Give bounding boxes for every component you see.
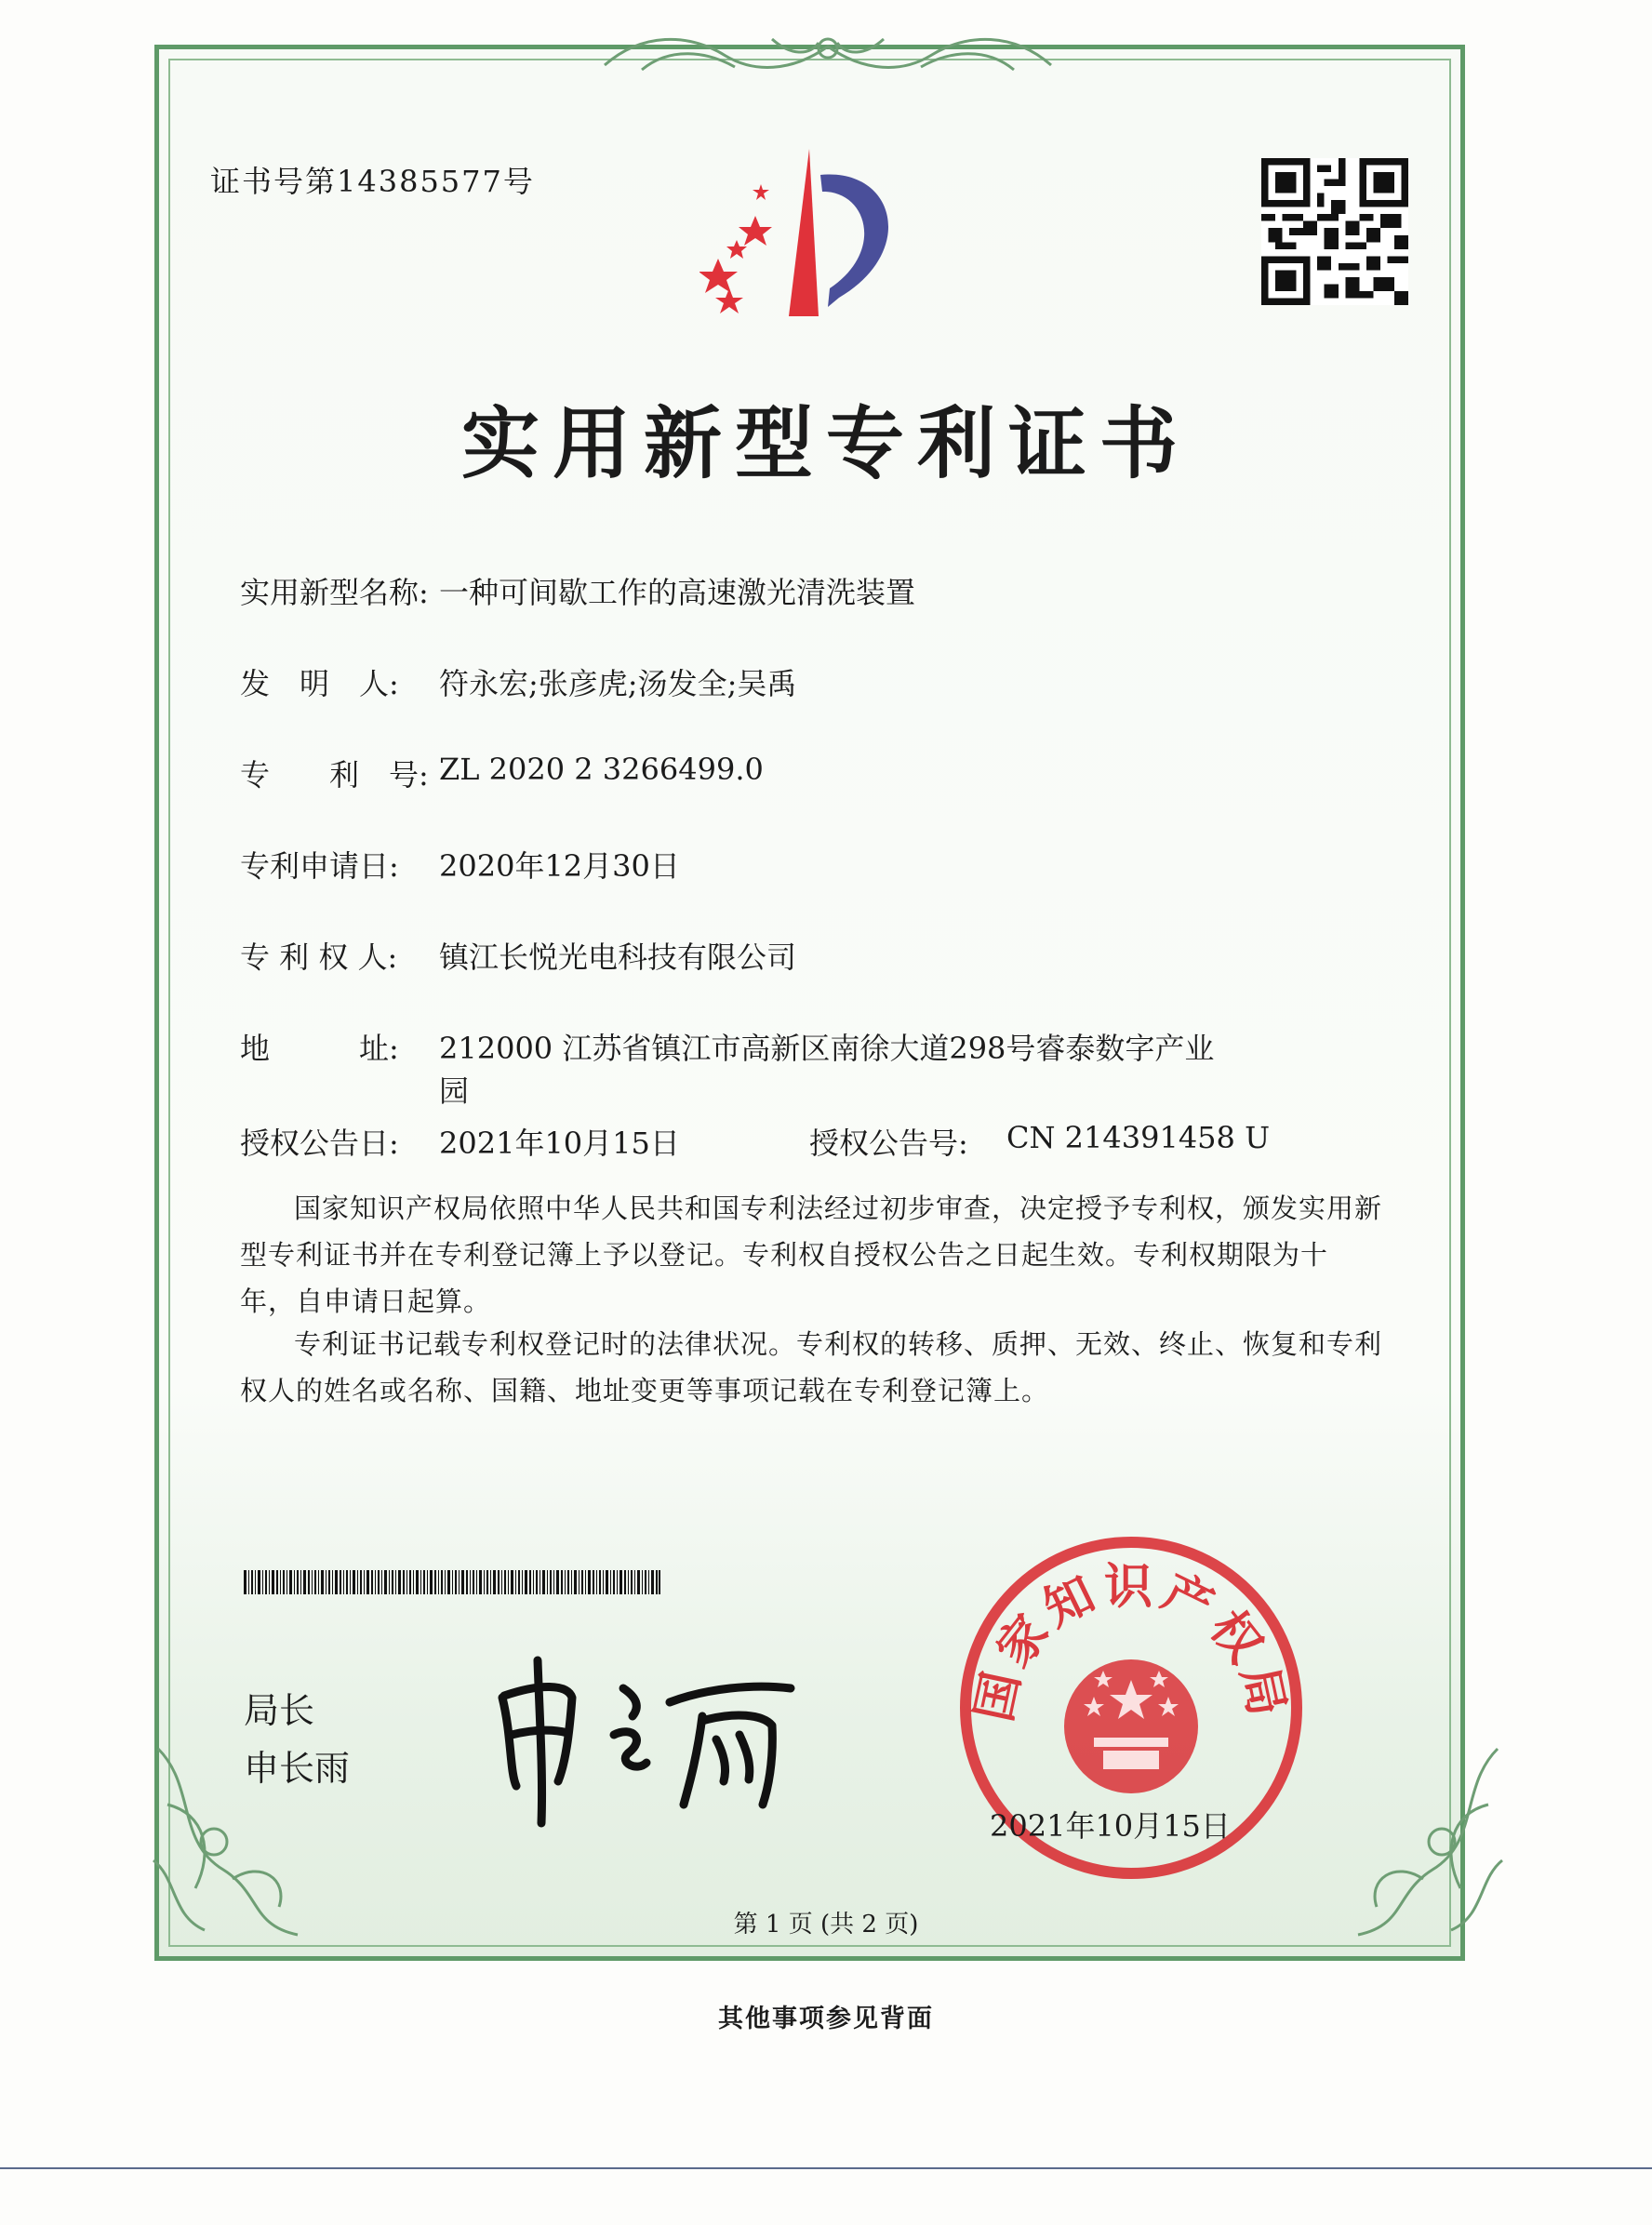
certificate-number: 证书号第14385577号 [210,164,535,199]
qr-code [1261,158,1408,305]
field-label-address: 地 址: [240,1031,399,1066]
certificate-title: 实用新型专利证书 [460,397,1191,489]
field-value-address-line2: 园 [439,1073,470,1109]
handwritten-signature [484,1632,819,1828]
seal-text: 国家知识产权局 [966,1559,1297,1726]
field-value-address-line1: 212000 江苏省镇江市高新区南徐大道298号睿泰数字产业 [439,1031,1215,1066]
signatory-name: 申长雨 [244,1748,351,1789]
legal-paragraph-1: 国家知识产权局依照中华人民共和国专利法经过初步审查，决定授予专利权，颁发实用新型专利证书并在专利登记簿上予以登记。专利权自授权公告之日起生效。专利权期限为十年，自申请日起算。 [240,1192,1383,1317]
field-value-grant-date: 2021年10月15日 [439,1126,680,1161]
field-value-patentee: 镇江长悦光电科技有限公司 [439,939,797,975]
field-label-grant-number: 授权公告号: [809,1126,968,1161]
top-ornament [586,28,1070,84]
field-value-grant-number: CN 214391458 U [1006,1120,1271,1155]
field-label-patentee: 专 利 权 人: [240,939,398,975]
scan-edge-line [0,2167,1652,2169]
field-label-inventors: 发 明 人: [240,666,399,701]
seal-date: 2021年10月15日 [990,1808,1231,1844]
barcode [244,1570,660,1594]
patent-office-logo [699,149,932,326]
field-label-patent-number: 专 利 号: [240,757,429,793]
field-value-application-date: 2020年12月30日 [439,848,680,884]
page-number: 第 1 页 (共 2 页) [733,1911,919,1939]
field-value-patent-number: ZL 2020 2 3266499.0 [439,752,764,787]
field-label-name: 实用新型名称: [240,575,429,610]
field-label-application-date: 专利申请日: [240,848,399,884]
back-note: 其他事项参见背面 [718,2005,934,2033]
field-label-grant-date: 授权公告日: [240,1126,399,1161]
field-value-name: 一种可间歇工作的高速激光清洗装置 [439,575,916,610]
signatory-title: 局长 [244,1690,315,1731]
field-value-inventors: 符永宏;张彦虎;汤发全;吴禹 [439,666,797,701]
legal-paragraph-2: 专利证书记载专利权登记时的法律状况。专利权的转移、质押、无效、终止、恢复和专利权人的姓名或名称、国籍、地址变更等事项记载在专利登记簿上。 [240,1328,1383,1406]
